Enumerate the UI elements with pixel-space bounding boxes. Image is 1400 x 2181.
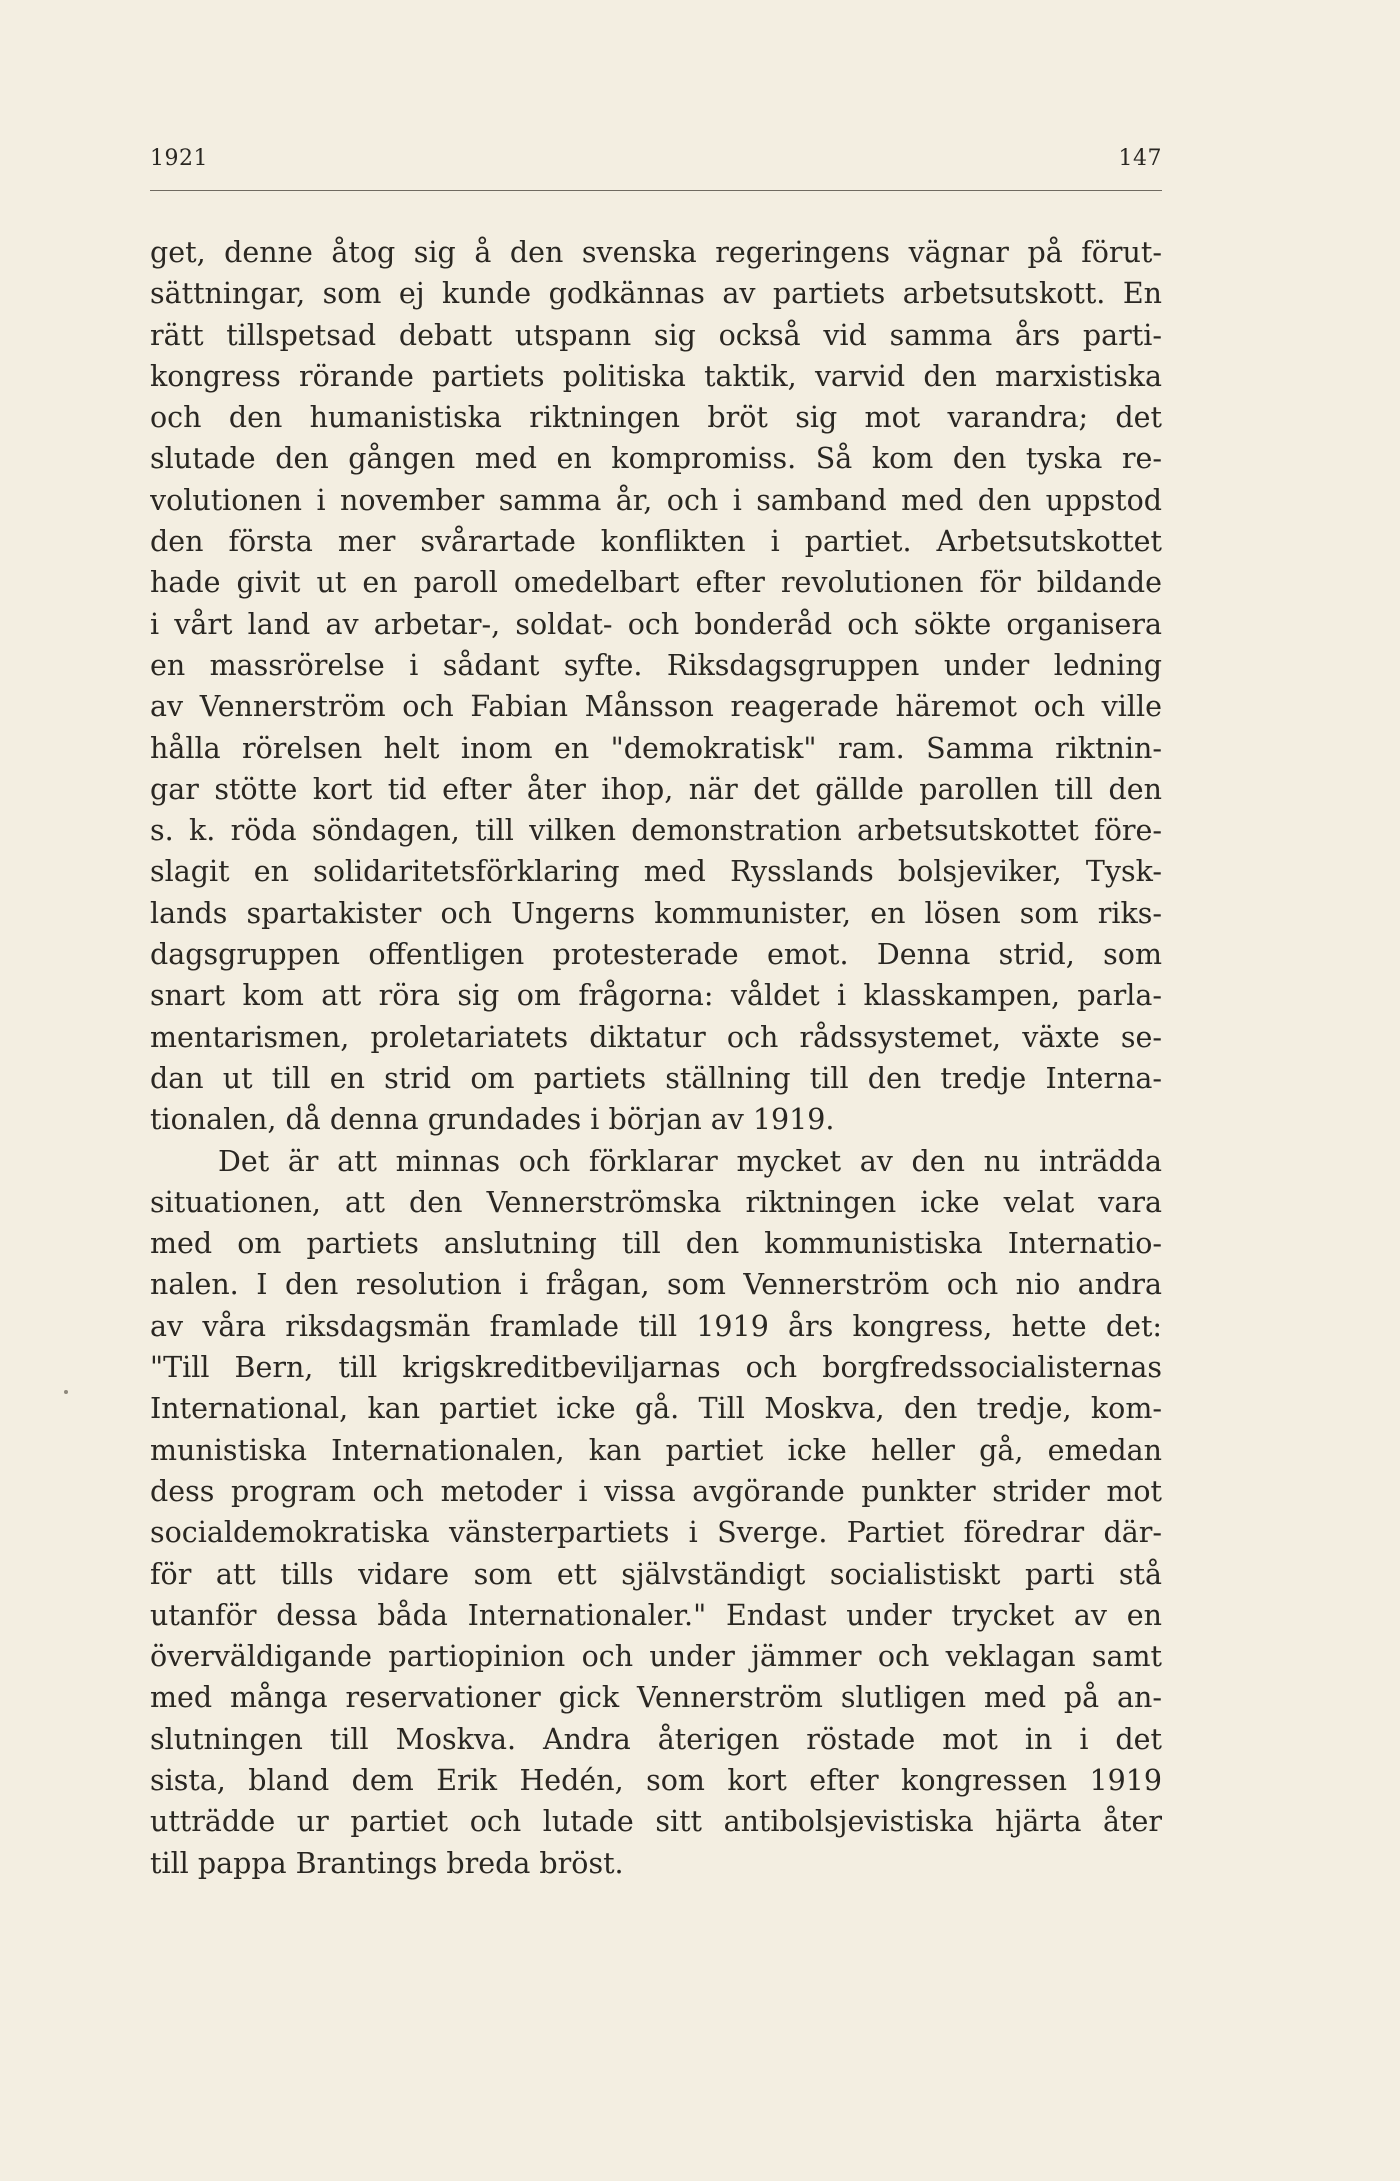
running-head <box>150 140 1162 191</box>
text-line: med om partiets anslutning till den kommunistiska Internatio- <box>150 1227 1162 1261</box>
text-line: snart kom att röra sig om frågorna: våldet i klasskampen, parla- <box>150 979 1162 1013</box>
text-line: dess program och metoder i vissa avgörande punkter strider mot <box>150 1474 1162 1508</box>
text-line: och den humanistiska riktningen bröt sig mot varandra; det <box>150 401 1162 435</box>
text-line: med många reservationer gick Vennerström slutligen med på an- <box>150 1681 1162 1715</box>
text-line: volutionen i november samma år, och i samband med den uppstod <box>150 483 1162 517</box>
text-line: get, denne åtog sig å den svenska regeringens vägnar på förut- <box>150 236 1162 269</box>
text-line: dan ut till en strid om partiets ställning till den tredje Interna- <box>150 1061 1162 1095</box>
paper-speck <box>64 1390 68 1394</box>
text-line: den första mer svårartade konflikten i partiet. Arbetsutskottet <box>150 525 1162 559</box>
text-line: s. k. röda söndagen, till vilken demonstration arbetsutskottet före- <box>150 814 1162 848</box>
text-line: rätt tillspetsad debatt utspann sig också vid samma års parti- <box>150 318 1162 352</box>
text-line: Det är att minnas och förklarar mycket av den nu inträdda <box>218 1144 1162 1178</box>
text-line: till pappa Brantings breda bröst. <box>150 1846 624 1880</box>
text-line: sista, bland dem Erik Hedén, som kort efter kongressen 1919 <box>150 1763 1162 1797</box>
text-line: mentarismen, proletariatets diktatur och rådssystemet, växte se- <box>150 1020 1162 1054</box>
text-line: för att tills vidare som ett självständigt socialistiskt parti stå <box>150 1557 1162 1591</box>
text-line: hade givit ut en paroll omedelbart efter revolutionen för bildande <box>150 566 1162 600</box>
text-line: gar stötte kort tid efter åter ihop, när det gällde parollen till den <box>150 772 1162 806</box>
text-line: International, kan partiet icke gå. Till Moskva, den tredje, kom- <box>150 1392 1162 1426</box>
body-text <box>150 232 1162 1884</box>
text-line: lands spartakister och Ungerns kommunister, en lösen som riks- <box>150 896 1162 930</box>
text-line: kongress rörande partiets politiska taktik, varvid den marxistiska <box>150 359 1162 393</box>
text-line: "Till Bern, till krigskreditbeviljarnas och borgfredssocialisternas <box>150 1351 1162 1385</box>
text-line: situationen, att den Vennerströmska riktningen icke velat vara <box>150 1185 1162 1219</box>
text-line: dagsgruppen offentligen protesterade emot. Denna strid, som <box>150 938 1162 972</box>
text-line: en massrörelse i sådant syfte. Riksdagsgruppen under ledning <box>150 648 1162 682</box>
header-year: 1921 <box>150 146 208 171</box>
paragraph <box>150 1141 1162 1884</box>
text-line: socialdemokratiska vänsterpartiets i Sverge. Partiet föredrar där- <box>150 1516 1162 1550</box>
text-line: slutningen till Moskva. Andra återigen röstade mot in i det <box>150 1722 1162 1756</box>
text-line: i vårt land av arbetar-, soldat- och bonderåd och sökte organisera <box>150 607 1162 641</box>
text-line: sättningar, som ej kunde godkännas av partiets arbetsutskott. En <box>150 277 1162 311</box>
text-line: slagit en solidaritetsförklaring med Rysslands bolsjeviker, Tysk- <box>150 855 1162 889</box>
text-line: hålla rörelsen helt inom en "demokratisk" ram. Samma riktnin- <box>150 731 1162 765</box>
text-line: slutade den gången med en kompromiss. Så kom den tyska re- <box>150 442 1162 476</box>
page-number: 147 <box>1118 146 1162 171</box>
text-line: av Vennerström och Fabian Månsson reagerade häremot och ville <box>150 690 1162 724</box>
text-line: utanför dessa båda Internationaler." Endast under trycket av en <box>150 1598 1162 1632</box>
text-line: tionalen, då denna grundades i början av 1919. <box>150 1103 835 1137</box>
text-line: nalen. I den resolution i frågan, som Vennerström och nio andra <box>150 1268 1162 1302</box>
text-line: munistiska Internationalen, kan partiet icke heller gå, emedan <box>150 1433 1162 1467</box>
text-line: överväldigande partiopinion och under jämmer och veklagan samt <box>150 1640 1162 1674</box>
paragraph <box>150 232 1162 1141</box>
text-line: utträdde ur partiet och lutade sitt antibolsjevistiska hjärta åter <box>150 1805 1162 1839</box>
text-line: av våra riksdagsmän framlade till 1919 års kongress, hette det: <box>150 1309 1162 1343</box>
